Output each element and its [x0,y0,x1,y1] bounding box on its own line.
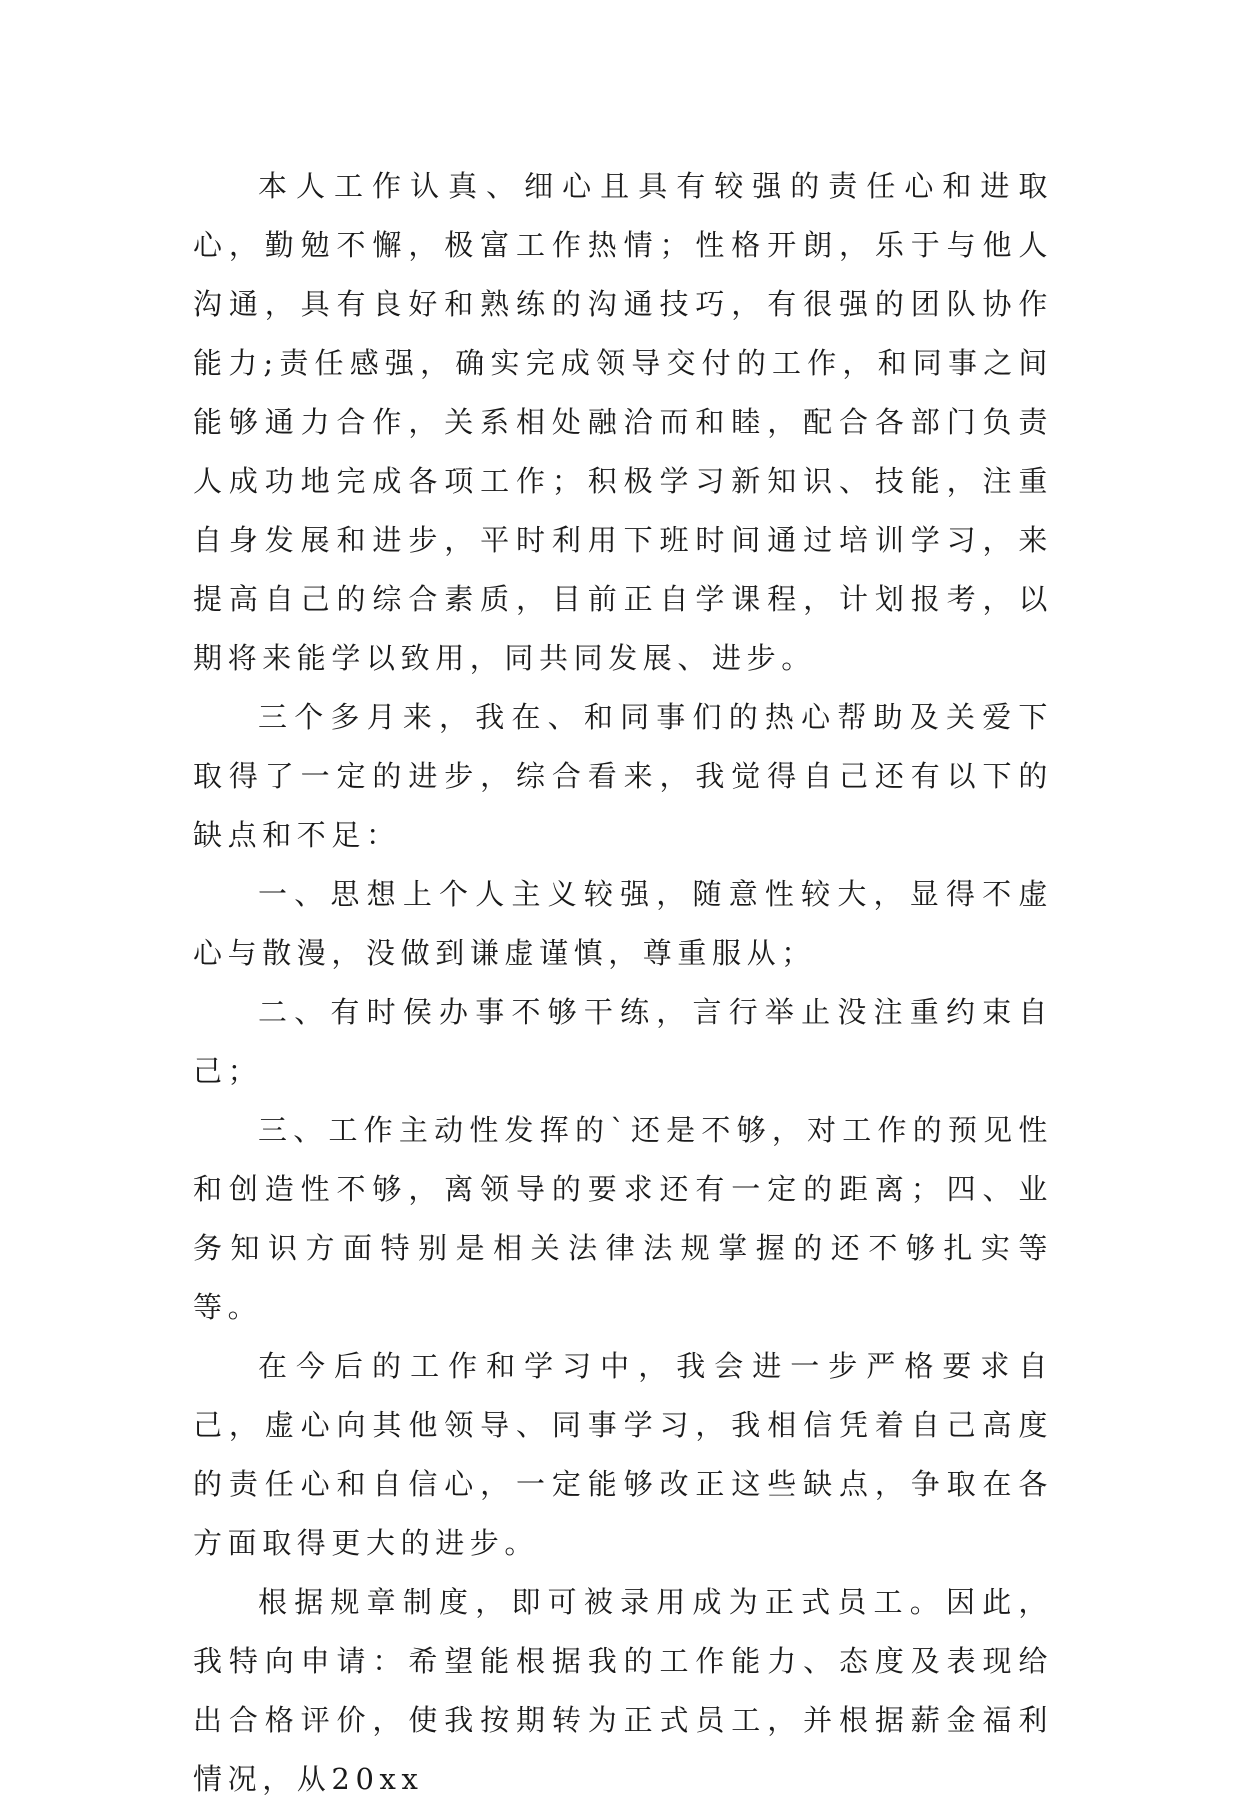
paragraph-shortcoming-three-four: 三、工作主动性发挥的`还是不够，对工作的预见性和创造性不够，离领导的要求还有一定的距离；四、业务知识方面特别是相关法律法规掌握的还不够扎实等等。 [193,1113,1053,1324]
paragraph-shortcoming-two: 二、有时侯办事不够干练，言行举止没注重约束自己； [193,995,1053,1088]
document-body [193,157,1053,1809]
paragraph-application-request: 根据规章制度，即可被录用成为正式员工。因此，我特向申请：希望能根据我的工作能力、态度及表现给出合格评价，使我按期转为正式员工，并根据薪金福利情况，从20xx [193,1585,1053,1796]
paragraph-self-assessment: 本人工作认真、细心且具有较强的责任心和进取心，勤勉不懈，极富工作热情；性格开朗，乐于与他人沟通，具有良好和熟练的沟通技巧，有很强的团队协作能力;责任感强，确实完成领导交付的工作，和同事之间能够通力合作，关系相处融洽而和睦，配合各部门负责人成功地完成各项工作；积极学习新知识、技能，注重自身发展和进步，平时利用下班时间通过培训学习，来提高自己的综合素质，目前正自学课程，计划报考，以期将来能学以致用，同共同发展、进步。 [193,169,1053,675]
paragraph-shortcomings-intro: 三个多月来，我在、和同事们的热心帮助及关爱下取得了一定的进步，综合看来，我觉得自己还有以下的缺点和不足： [193,700,1053,852]
paragraph-future-plan: 在今后的工作和学习中，我会进一步严格要求自己，虚心向其他领导、同事学习，我相信凭着自己高度的责任心和自信心，一定能够改正这些缺点，争取在各方面取得更大的进步。 [193,1349,1053,1560]
paragraph-shortcoming-one: 一、思想上个人主义较强，随意性较大，显得不虚心与散漫，没做到谦虚谨慎，尊重服从； [193,877,1053,970]
